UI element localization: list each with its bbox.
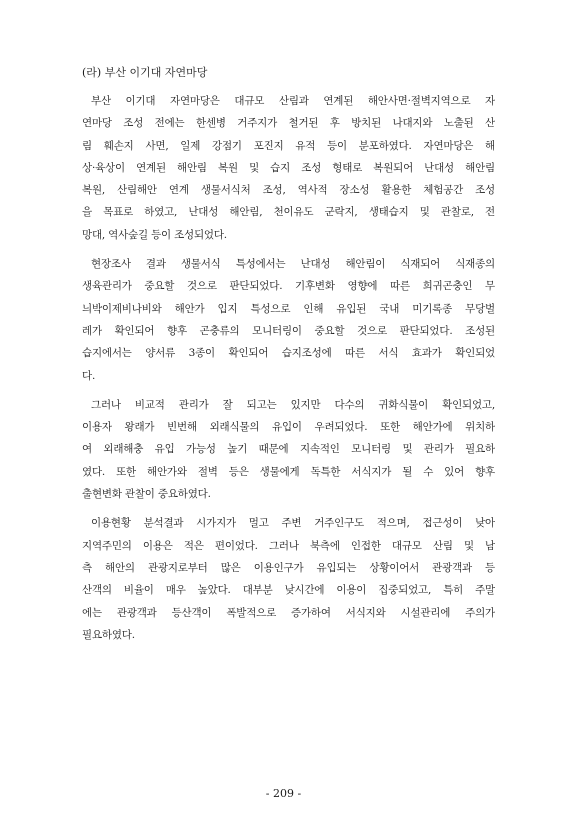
text-line: 그러나 비교적 관리가 잘 되고는 있지만 다수의 귀화식물이 확인되었고, [91, 398, 495, 411]
text-line: 측 해안의 관광지로부터 많은 이용인구가 유입되는 상황이어서 관광객과 등 [82, 561, 495, 574]
body-text [82, 90, 495, 653]
text-line: 복원, 산림해안 연계 생물서식처 조성, 역사적 장소성 활용한 체험공간 조성 [82, 184, 495, 197]
text-line: 여 외래해충 유입 가능성 높기 때문에 지속적인 모니터링 및 관리가 필요하 [82, 443, 495, 456]
text-line: 연마당 조성 전에는 한센병 거주지가 철거된 후 방치된 나대지와 노출된 산 [82, 117, 495, 130]
text-line: 산객의 비율이 매우 높았다. 대부분 낮시간에 이용이 집중되었고, 특히 주말 [82, 584, 495, 597]
text-line: 망대, 역사숲길 등이 조성되었다. [82, 228, 227, 241]
text-line: 였다. 또한 해안가와 절벽 등은 생물에게 독특한 서식지가 될 수 있어 향후 [82, 465, 495, 478]
text-line: 필요하였다. [82, 628, 135, 641]
text-line: 부산 이기대 자연마당은 대규모 산림과 연계된 해안사면·절벽지역으로 자 [91, 95, 495, 107]
paragraph [82, 90, 495, 246]
text-line: 상·육상이 연계된 해안림 복원 및 습지 조성 형태로 복원되어 난대성 해안림 [82, 161, 495, 174]
page-number: - 209 - [265, 787, 302, 800]
text-line: 에는 관광객과 등산객이 폭발적으로 증가하여 서식지와 시설관리에 주의가 [82, 606, 495, 619]
text-line: 습지에서는 양서류 3종이 확인되어 습지조성에 따른 서식 효과가 확인되었 [82, 347, 495, 360]
text-line: 이용자 왕래가 빈번해 외래식물의 유입이 우려되었다. 또한 해안가에 위치하 [82, 421, 495, 434]
text-line: 현장조사 결과 생물서식 특성에서는 난대성 해안림이 식재되어 식재종의 [91, 258, 495, 271]
text-line: 이용현황 분석결과 시가지가 멀고 주변 거주인구도 적으며, 접근성이 낮아 [91, 517, 495, 530]
text-line: 출현변화 관찰이 중요하였다. [82, 488, 211, 501]
text-line: 늬박이제비나비와 해안가 입지 특성으로 인해 유입된 국내 미기록종 무당벌 [82, 302, 495, 315]
paragraph [82, 394, 495, 505]
text-line: 다. [82, 369, 96, 382]
section-heading: (라) 부산 이기대 자연마당 [82, 66, 208, 79]
paragraph [82, 512, 495, 646]
text-line: 림 훼손지 사면, 일제 강점기 포진지 유적 등이 분포하였다. 자연마당은 해 [82, 139, 495, 152]
text-line: 레가 확인되어 향후 곤충류의 모니터링이 중요할 것으로 판단되었다. 조성된 [82, 324, 495, 337]
paragraph [82, 253, 495, 387]
text-line: 을 목표로 하였고, 난대성 해안림, 천이유도 군락지, 생태습지 및 관찰로, 전 [82, 206, 495, 219]
text-line: 생육관리가 중요할 것으로 판단되었다. 기후변화 영향에 따른 희귀곤충인 무 [82, 280, 495, 293]
text-line: 지역주민의 이용은 적은 편이었다. 그러나 북측에 인접한 대규모 산림 및 남 [82, 539, 495, 552]
